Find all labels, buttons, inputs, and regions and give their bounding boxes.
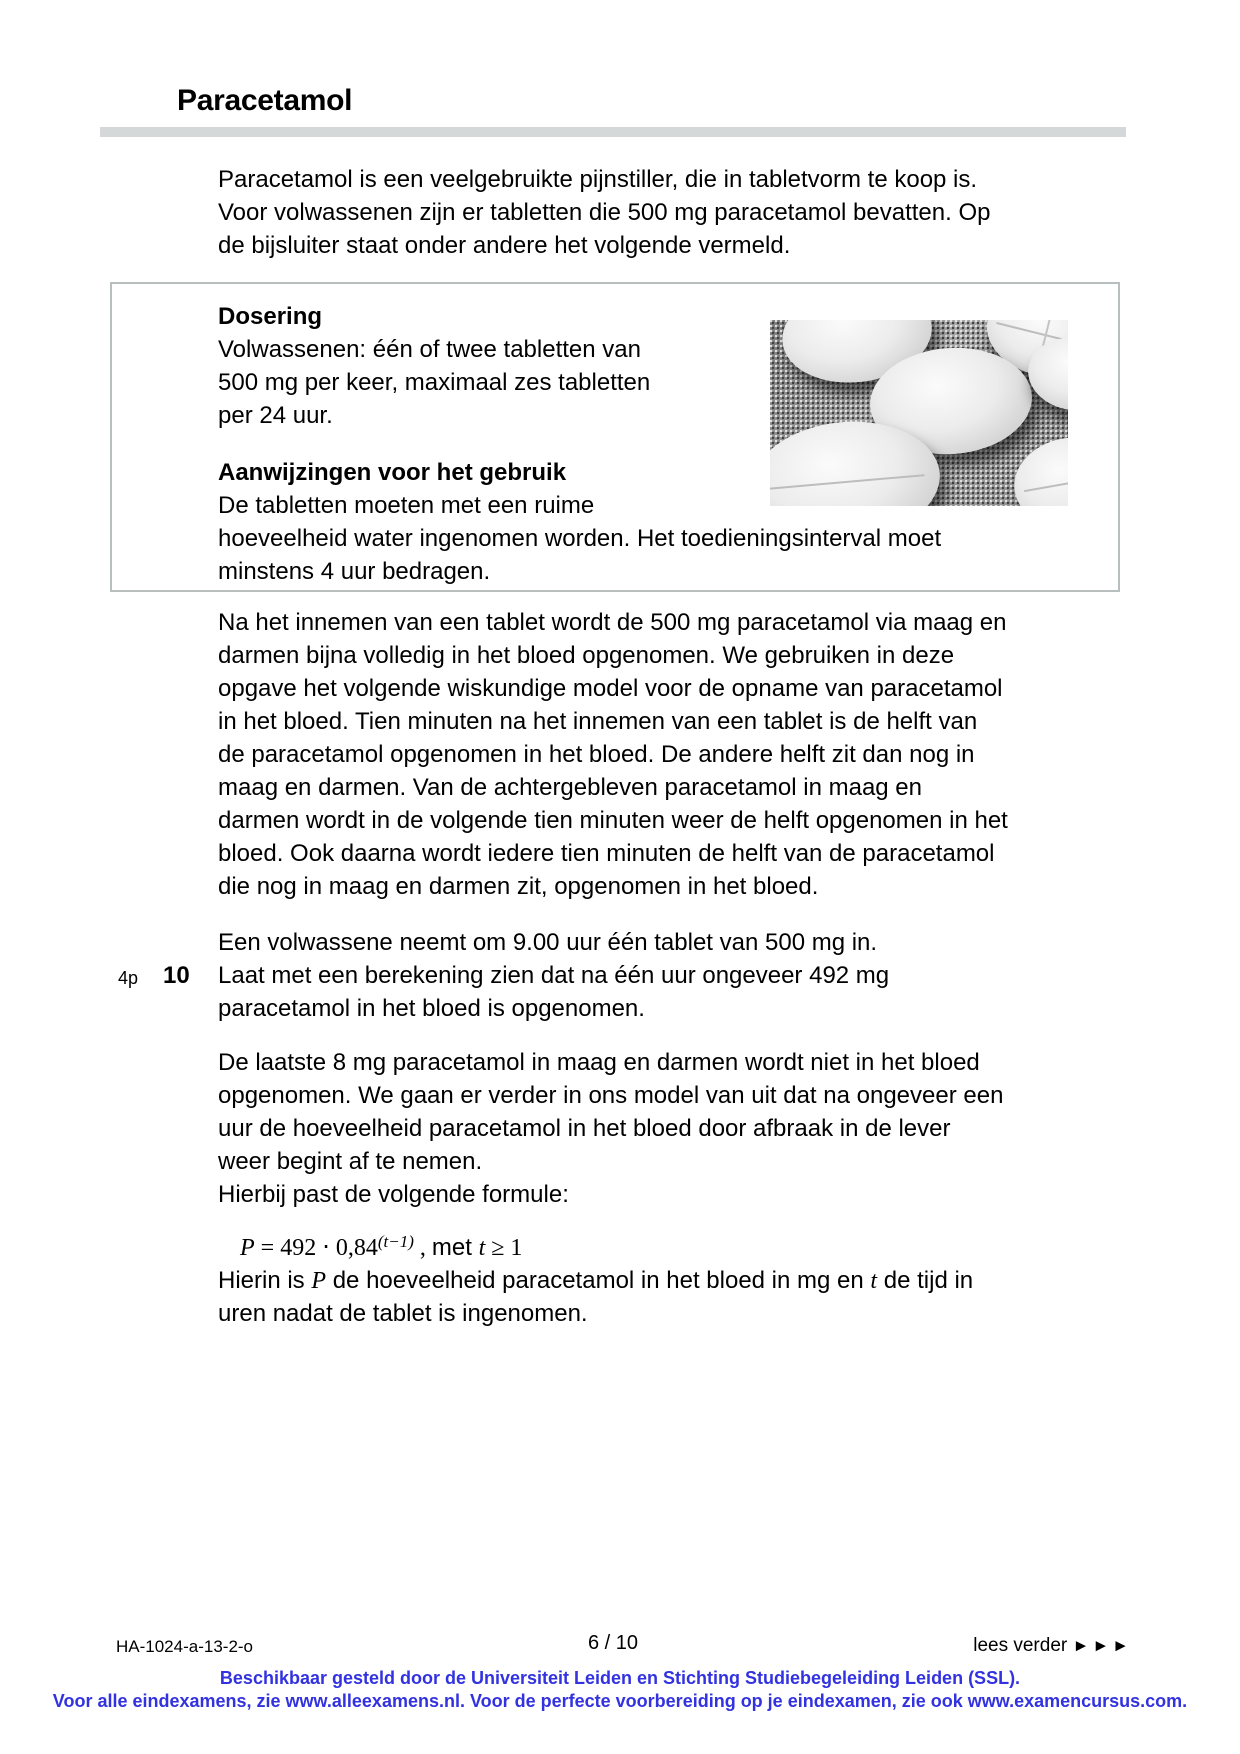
aanwijzingen-line: minstens 4 uur bedragen. <box>218 558 491 585</box>
question-number: 10 <box>163 962 190 989</box>
decay-paragraph-line: uur de hoeveelheid paracetamol in het bloed door afbraak in de lever <box>218 1115 951 1142</box>
decay-paragraph-line: De laatste 8 mg paracetamol in maag en darmen wordt niet in het bloed <box>218 1049 980 1076</box>
formula-explanation-line: uren nadat de tablet is ingenomen. <box>218 1300 588 1327</box>
question-intro-line: Een volwassene neemt om 9.00 uur één tablet van 500 mg in. <box>218 929 878 956</box>
model-paragraph-line: opgave het volgende wiskundige model voor de opname van paracetamol <box>218 675 1003 702</box>
formula-met: met <box>431 1234 479 1261</box>
model-paragraph-line: in het bloed. Tien minuten na het innemen van een tablet is de helft van <box>218 708 978 735</box>
lees-verder-label: lees verder ►►► <box>973 1635 1132 1656</box>
formula-exponent: (t−1) <box>377 1232 414 1251</box>
formula-explanation-line: Hierin is P de hoeveelheid paracetamol in het bloed in mg en t de tijd in <box>218 1267 974 1294</box>
model-paragraph-line: bloed. Ook daarna wordt iedere tien minuten de helft van de paracetamol <box>218 840 995 867</box>
decay-paragraph-line: opgenomen. We gaan er verder in ons model van uit dat na ongeveer een <box>218 1082 1004 1109</box>
model-paragraph-line: die nog in maag en darmen zit, opgenomen in het bloed. <box>218 873 819 900</box>
aanwijzingen-heading: Aanwijzingen voor het gebruik <box>218 459 567 486</box>
decay-paragraph-line: weer begint af te nemen. <box>218 1148 483 1175</box>
formula-variable-t: t <box>478 1235 486 1261</box>
title-underline-bar <box>100 127 1126 137</box>
question-task-line: Laat met een berekening zien dat na één uur ongeveer 492 mg <box>218 962 890 989</box>
ssl-banner-line: Voor alle eindexamens, zie www.alleexamens.nl. Voor de perfecte voorbereiding op je eindexamen, zie ook www.examencursus.com. <box>52 1691 1188 1711</box>
intro-line: Paracetamol is een veelgebruikte pijnstiller, die in tabletvorm te koop is. <box>218 166 978 193</box>
package-insert-box <box>110 282 1120 592</box>
model-paragraph-line: de paracetamol opgenomen in het bloed. De andere helft zit dan nog in <box>218 741 975 768</box>
forward-arrows-icon: ►►► <box>1072 1636 1132 1655</box>
formula-condition: ≥ 1 <box>485 1235 523 1261</box>
model-paragraph-line: Na het innemen van een tablet wordt de 500 mg paracetamol via maag en <box>218 609 1007 636</box>
formula-body: = 492 ⋅ 0,84 <box>254 1235 378 1261</box>
model-paragraph-line: darmen bijna volledig in het bloed opgenomen. We gebruiken in deze <box>218 642 955 669</box>
dosering-heading: Dosering <box>218 303 323 330</box>
model-paragraph-line: darmen wordt in de volgende tien minuten weer de helft opgenomen in het <box>218 807 1008 834</box>
pills-blister-photo <box>770 320 1068 506</box>
variable-t: t <box>870 1268 878 1294</box>
aanwijzingen-line: De tabletten moeten met een ruime <box>218 492 595 519</box>
intro-line: de bijsluiter staat onder andere het volgende vermeld. <box>218 232 791 259</box>
question-points-badge: 4p <box>118 968 139 988</box>
ssl-banner-line: Beschikbaar gesteld door de Universiteit Leiden en Stichting Studiebegeleiding Leiden (SSL). <box>219 1668 1021 1688</box>
dosering-line: per 24 uur. <box>218 402 333 429</box>
decay-paragraph-line: Hierbij past de volgende formule: <box>218 1181 569 1208</box>
page-number: 6 / 10 <box>587 1632 639 1654</box>
dosering-line: 500 mg per keer, maximaal zes tabletten <box>218 369 651 396</box>
formula-comma: , <box>413 1235 432 1261</box>
dosering-line: Volwassenen: één of twee tabletten van <box>218 336 641 363</box>
tablet <box>1007 429 1068 506</box>
page-title: Paracetamol <box>177 84 353 117</box>
formula-variable-P: P <box>240 1235 255 1261</box>
variable-P: P <box>311 1268 327 1294</box>
intro-line: Voor volwassenen zijn er tabletten die 500 mg paracetamol bevatten. Op <box>218 199 991 226</box>
model-paragraph-line: maag en darmen. Van de achtergebleven paracetamol in maag en <box>218 774 923 801</box>
paracetamol-formula <box>240 1224 522 1266</box>
question-task-line: paracetamol in het bloed is opgenomen. <box>218 995 645 1022</box>
document-code: HA-1024-a-13-2-o <box>116 1637 254 1656</box>
aanwijzingen-line: hoeveelheid water ingenomen worden. Het toedieningsinterval moet <box>218 525 942 552</box>
